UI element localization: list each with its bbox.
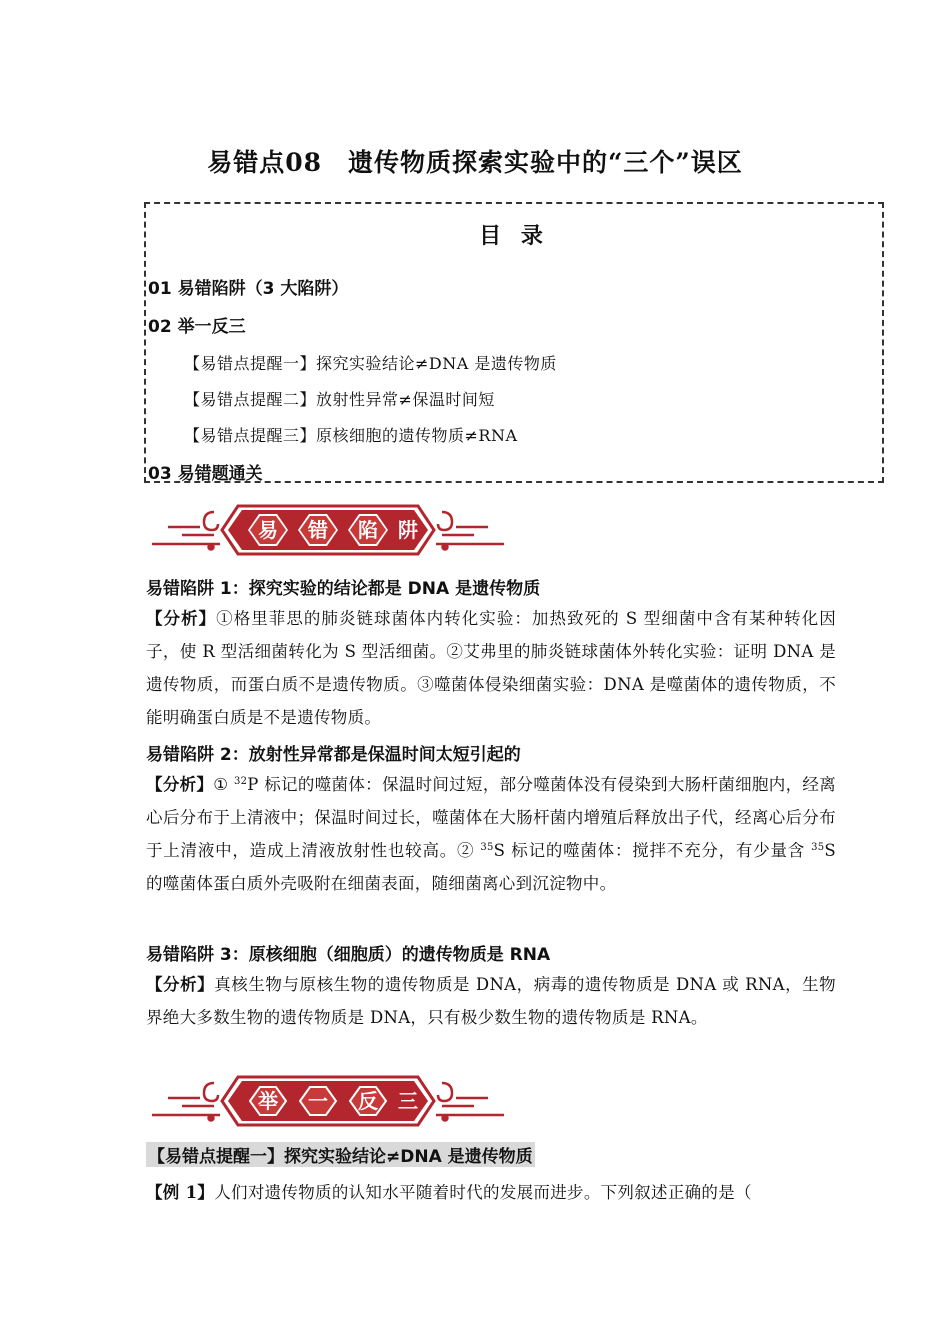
trap-1-analysis xyxy=(146,602,836,734)
trap-3-analysis xyxy=(146,968,836,1034)
toc-item-reminder-1[interactable]: 【易错点提醒一】探究实验结论≠DNA 是遗传物质 xyxy=(184,354,557,373)
banner-char: 陷 xyxy=(358,518,378,542)
isotope-superscript: 35 xyxy=(480,842,494,853)
isotope-superscript: 35 xyxy=(811,842,825,853)
scroll-ornament-left-icon xyxy=(152,1083,220,1121)
toc-section-3[interactable]: 03 易错题通关 xyxy=(148,464,263,484)
toc-section-1[interactable]: 01 易错陷阱（3 大陷阱） xyxy=(148,279,349,299)
banner-char: 举 xyxy=(258,1089,278,1113)
table-of-contents xyxy=(144,202,884,483)
banner-char: 一 xyxy=(308,1089,328,1113)
analysis-text: S 标记的噬菌体：搅拌不充分，有少量含 xyxy=(493,841,812,860)
scroll-ornament-left-icon xyxy=(152,512,220,550)
banner-char: 阱 xyxy=(398,518,418,542)
banner-char: 反 xyxy=(358,1089,378,1113)
example-1 xyxy=(146,1176,836,1209)
toc-item-reminder-2[interactable]: 【易错点提醒二】放射性异常≠保温时间短 xyxy=(184,390,495,409)
section-banner-traps xyxy=(148,500,508,560)
example-tag: 【例 1】 xyxy=(146,1183,215,1202)
isotope-superscript: 32 xyxy=(233,776,248,787)
toc-heading: 目 录 xyxy=(479,224,549,249)
banner-char: 易 xyxy=(258,518,278,542)
analysis-text: ①格里菲思的肺炎链球菌体内转化实验：加热致死的 S 型细菌中含有某种转化因子，使 R 型活细菌转化为 S 型活细菌。②艾弗里的肺炎链球菌体外转化实验：证明 DNA 是遗传物质，而蛋白质不是遗传物质。③噬菌体侵染细菌实验：DNA 是噬菌体的遗传物质，不能明确蛋白质是不是遗传物质。 xyxy=(146,609,836,727)
trap-2-title: 易错陷阱 2：放射性异常都是保温时间太短引起的 xyxy=(146,745,521,765)
analysis-text: ① xyxy=(213,775,234,794)
analysis-tag: 【分析】 xyxy=(146,975,215,994)
analysis-text: S 的噬菌体蛋白质外壳吸附在细菌表面，随细菌离心到沉淀物中。 xyxy=(146,841,836,893)
trap-1-title: 易错陷阱 1：探究实验的结论都是 DNA 是遗传物质 xyxy=(146,579,541,599)
toc-item-reminder-3[interactable]: 【易错点提醒三】原核细胞的遗传物质≠RNA xyxy=(184,426,518,445)
banner-char: 三 xyxy=(398,1089,418,1113)
example-text: 人们对遗传物质的认知水平随着时代的发展而进步。下列叙述正确的是（ xyxy=(214,1183,752,1202)
banner-char: 错 xyxy=(308,518,328,542)
scroll-ornament-right-icon xyxy=(436,1083,504,1121)
analysis-tag: 【分析】 xyxy=(146,609,217,628)
analysis-text: 真核生物与原核生物的遗传物质是 DNA，病毒的遗传物质是 DNA 或 RNA，生物界绝大多数生物的遗传物质是 DNA，只有极少数生物的遗传物质是 RNA。 xyxy=(146,975,836,1027)
trap-2-analysis xyxy=(146,768,836,900)
page-title: 易错点08 遗传物质探索实验中的“三个”误区 xyxy=(207,148,743,177)
section-banner-examples xyxy=(148,1071,508,1131)
scroll-ornament-right-icon xyxy=(436,512,504,550)
reminder-1-heading: 【易错点提醒一】探究实验结论≠DNA 是遗传物质 xyxy=(146,1142,535,1167)
toc-section-2[interactable]: 02 举一反三 xyxy=(148,317,246,337)
trap-3-title: 易错陷阱 3：原核细胞（细胞质）的遗传物质是 RNA xyxy=(146,945,551,965)
analysis-text: P 标记的噬菌体：保温时间过短，部分噬菌体没有侵染到大肠杆菌细胞内，经离心后分布于上清液中；保温时间过长，噬菌体在大肠杆菌内增殖后释放出子代，经离心后分布于上清液中，造成上清液放射性也较高。② xyxy=(146,775,836,860)
analysis-tag: 【分析】 xyxy=(146,775,214,794)
